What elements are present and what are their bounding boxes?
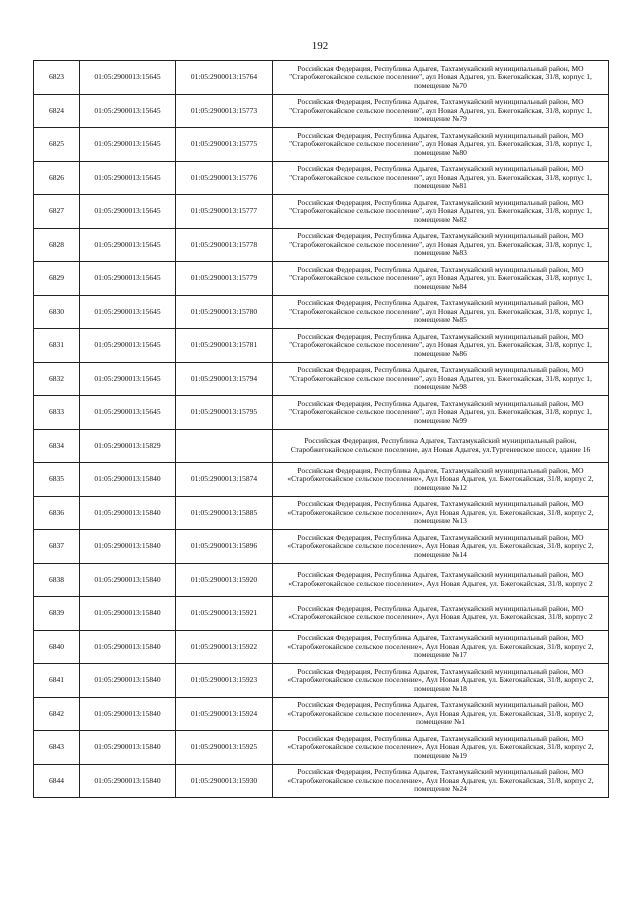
parent-cadastral-number-cell: 01:05:2900013:15645 [80, 128, 176, 162]
table-row [34, 396, 609, 430]
row-number-cell: 6843 [34, 731, 80, 765]
address-cell: Российская Федерация, Республика Адыгея, Тахтамукайский муниципальный район, МО "Старобжегокайское сельское поселение", аул Новая Адыгея, ул. Бжегокайская, 31/8, корпус 1, помещение №83 [273, 228, 609, 262]
cadastral-number-cell: 01:05:2900013:15778 [176, 228, 273, 262]
table-row [34, 731, 609, 765]
row-number-cell: 6824 [34, 94, 80, 128]
cadastral-number-cell: 01:05:2900013:15776 [176, 161, 273, 195]
row-number-cell: 6838 [34, 563, 80, 597]
address-cell: Российская Федерация, Республика Адыгея, Тахтамукайский муниципальный район, МО «Старобжегокайское сельское поселение», Аул Новая Адыгея, ул. Бжегокайская, 31/8, корпус 2, помещение №17 [273, 630, 609, 664]
cadastral-number-cell: 01:05:2900013:15924 [176, 697, 273, 731]
address-cell: Российская Федерация, Республика Адыгея, Тахтамукайский муниципальный район, МО "Старобжегокайское сельское поселение", аул Новая Адыгея, ул. Бжегокайская, 31/8, корпус 1, помещение №98 [273, 362, 609, 396]
parent-cadastral-number-cell: 01:05:2900013:15840 [80, 530, 176, 564]
cadastral-number-cell: 01:05:2900013:15885 [176, 496, 273, 530]
row-number-cell: 6837 [34, 530, 80, 564]
row-number-cell: 6832 [34, 362, 80, 396]
parent-cadastral-number-cell: 01:05:2900013:15840 [80, 697, 176, 731]
cadastral-number-cell: 01:05:2900013:15925 [176, 731, 273, 765]
table-row [34, 697, 609, 731]
parent-cadastral-number-cell: 01:05:2900013:15645 [80, 61, 176, 95]
cadastral-number-cell: 01:05:2900013:15874 [176, 463, 273, 497]
table-row [34, 362, 609, 396]
parent-cadastral-number-cell: 01:05:2900013:15645 [80, 295, 176, 329]
row-number-cell: 6841 [34, 664, 80, 698]
parent-cadastral-number-cell: 01:05:2900013:15645 [80, 329, 176, 363]
parent-cadastral-number-cell: 01:05:2900013:15829 [80, 429, 176, 463]
row-number-cell: 6840 [34, 630, 80, 664]
address-cell: Российская Федерация, Республика Адыгея, Тахтамукайский муниципальный район, МО «Старобжегокайское сельское поселение», Аул Новая Адыгея, ул. Бжегокайская, 31/8, корпус 2, помещение №12 [273, 463, 609, 497]
row-number-cell: 6828 [34, 228, 80, 262]
address-cell: Российская Федерация, Республика Адыгея, Тахтамукайский муниципальный район, МО «Старобжегокайское сельское поселение», Аул Новая Адыгея, ул. Бжегокайская, 31/8, корпус 2 [273, 563, 609, 597]
cadastral-number-cell: 01:05:2900013:15896 [176, 530, 273, 564]
table-row [34, 429, 609, 463]
row-number-cell: 6833 [34, 396, 80, 430]
row-number-cell: 6835 [34, 463, 80, 497]
table-row [34, 161, 609, 195]
address-cell: Российская Федерация, Республика Адыгея, Тахтамукайский муниципальный район, МО «Старобжегокайское сельское поселение», Аул Новая Адыгея, ул. Бжегокайская, 31/8, корпус 2 [273, 597, 609, 631]
page-number: 192 [311, 40, 329, 52]
row-number-cell: 6826 [34, 161, 80, 195]
cadastral-number-cell: 01:05:2900013:15923 [176, 664, 273, 698]
address-cell: Российская Федерация, Республика Адыгея, Тахтамукайский муниципальный район, МО «Старобжегокайское сельское поселение», Аул Новая Адыгея, ул. Бжегокайская, 31/8, корпус 2, помещение №14 [273, 530, 609, 564]
table-row [34, 94, 609, 128]
table-row [34, 228, 609, 262]
parent-cadastral-number-cell: 01:05:2900013:15645 [80, 94, 176, 128]
cadastral-number-cell: 01:05:2900013:15921 [176, 597, 273, 631]
cadastral-number-cell: 01:05:2900013:15922 [176, 630, 273, 664]
table-row [34, 530, 609, 564]
address-cell: Российская Федерация, Республика Адыгея, Тахтамукайский муниципальный район, МО "Старобжегокайское сельское поселение", аул Новая Адыгея, ул. Бжегокайская, 31/8, корпус 1, помещение №80 [273, 128, 609, 162]
cadastral-number-cell: 01:05:2900013:15779 [176, 262, 273, 296]
parent-cadastral-number-cell: 01:05:2900013:15645 [80, 396, 176, 430]
cadastral-number-cell: 01:05:2900013:15920 [176, 563, 273, 597]
row-number-cell: 6844 [34, 764, 80, 798]
cadastral-number-cell: 01:05:2900013:15773 [176, 94, 273, 128]
address-cell: Российская Федерация, Республика Адыгея, Тахтамукайский муниципальный район, МО «Старобжегокайское сельское поселение», Аул Новая Адыгея, ул. Бжегокайская, 31/8, корпус 2, помещение №24 [273, 764, 609, 798]
parent-cadastral-number-cell: 01:05:2900013:15645 [80, 362, 176, 396]
parent-cadastral-number-cell: 01:05:2900013:15840 [80, 764, 176, 798]
table-row [34, 597, 609, 631]
cadastral-number-cell: 01:05:2900013:15794 [176, 362, 273, 396]
address-cell: Российская Федерация, Республика Адыгея, Тахтамукайский муниципальный район, МО "Старобжегокайское сельское поселение", аул Новая Адыгея, ул. Бжегокайская, 31/8, корпус 1, помещение №79 [273, 94, 609, 128]
cadastral-number-cell: 01:05:2900013:15781 [176, 329, 273, 363]
address-cell: Российская Федерация, Республика Адыгея, Тахтамукайский муниципальный район, МО "Старобжегокайское сельское поселение", аул Новая Адыгея, ул. Бжегокайская, 31/8, корпус 1, помещение №81 [273, 161, 609, 195]
table-row [34, 195, 609, 229]
table-row [34, 61, 609, 95]
parent-cadastral-number-cell: 01:05:2900013:15840 [80, 630, 176, 664]
parent-cadastral-number-cell: 01:05:2900013:15840 [80, 496, 176, 530]
address-cell: Российская Федерация, Республика Адыгея, Тахтамукайский муниципальный район, МО «Старобжегокайское сельское поселение», Аул Новая Адыгея, ул. Бжегокайская, 31/8, корпус 2, помещение №18 [273, 664, 609, 698]
cadastral-number-cell: 01:05:2900013:15775 [176, 128, 273, 162]
parent-cadastral-number-cell: 01:05:2900013:15645 [80, 195, 176, 229]
row-number-cell: 6825 [34, 128, 80, 162]
table-row [34, 496, 609, 530]
table-row [34, 463, 609, 497]
table-row [34, 764, 609, 798]
address-cell: Российская Федерация, Республика Адыгея, Тахтамукайский муниципальный район, МО "Старобжегокайское сельское поселение", аул Новая Адыгея, ул. Бжегокайская, 31/8, корпус 1, помещение №82 [273, 195, 609, 229]
row-number-cell: 6827 [34, 195, 80, 229]
row-number-cell: 6836 [34, 496, 80, 530]
registry-table-body [34, 61, 609, 798]
row-number-cell: 6839 [34, 597, 80, 631]
table-row [34, 329, 609, 363]
row-number-cell: 6834 [34, 429, 80, 463]
parent-cadastral-number-cell: 01:05:2900013:15840 [80, 664, 176, 698]
parent-cadastral-number-cell: 01:05:2900013:15840 [80, 731, 176, 765]
parent-cadastral-number-cell: 01:05:2900013:15645 [80, 161, 176, 195]
address-cell: Российская Федерация, Республика Адыгея, Тахтамукайский муниципальный район, МО «Старобжегокайское сельское поселение», Аул Новая Адыгея, ул. Бжегокайская, 31/8, корпус 2, помещение №13 [273, 496, 609, 530]
table-row [34, 664, 609, 698]
parent-cadastral-number-cell: 01:05:2900013:15840 [80, 463, 176, 497]
address-cell: Российская Федерация, Республика Адыгея, Тахтамукайский муниципальный район, Старобжегокайское сельское поселение, аул Новая Адыгея, ул.Тургеневское шоссе, здание 16 [273, 429, 609, 463]
address-cell: Российская Федерация, Республика Адыгея, Тахтамукайский муниципальный район, МО "Старобжегокайское сельское поселение", аул Новая Адыгея, ул. Бжегокайская, 31/8, корпус 1, помещение №70 [273, 61, 609, 95]
cadastral-number-cell: 01:05:2900013:15930 [176, 764, 273, 798]
cadastral-number-cell: 01:05:2900013:15764 [176, 61, 273, 95]
address-cell: Российская Федерация, Республика Адыгея, Тахтамукайский муниципальный район, МО "Старобжегокайское сельское поселение", аул Новая Адыгея, ул. Бжегокайская, 31/8, корпус 1, помещение №86 [273, 329, 609, 363]
cadastral-number-cell: 01:05:2900013:15795 [176, 396, 273, 430]
parent-cadastral-number-cell: 01:05:2900013:15645 [80, 262, 176, 296]
address-cell: Российская Федерация, Республика Адыгея, Тахтамукайский муниципальный район, МО "Старобжегокайское сельское поселение", аул Новая Адыгея, ул. Бжегокайская, 31/8, корпус 1, помещение №84 [273, 262, 609, 296]
registry-table [33, 60, 609, 798]
cadastral-number-cell: 01:05:2900013:15777 [176, 195, 273, 229]
parent-cadastral-number-cell: 01:05:2900013:15840 [80, 597, 176, 631]
table-row [34, 128, 609, 162]
table-row [34, 630, 609, 664]
table-row [34, 262, 609, 296]
address-cell: Российская Федерация, Республика Адыгея, Тахтамукайский муниципальный район, МО "Старобжегокайское сельское поселение", аул Новая Адыгея, ул. Бжегокайская, 31/8, корпус 1, помещение №99 [273, 396, 609, 430]
address-cell: Российская Федерация, Республика Адыгея, Тахтамукайский муниципальный район, МО «Старобжегокайское сельское поселение», Аул Новая Адыгея, ул. Бжегокайская, 31/8, корпус 2, помещение №19 [273, 731, 609, 765]
address-cell: Российская Федерация, Республика Адыгея, Тахтамукайский муниципальный район, МО «Старобжегокайское сельское поселение», Аул Новая Адыгея, ул. Бжегокайская, 31/8, корпус 2, помещение №1 [273, 697, 609, 731]
parent-cadastral-number-cell: 01:05:2900013:15840 [80, 563, 176, 597]
table-row [34, 563, 609, 597]
parent-cadastral-number-cell: 01:05:2900013:15645 [80, 228, 176, 262]
row-number-cell: 6831 [34, 329, 80, 363]
table-row [34, 295, 609, 329]
cadastral-number-cell [176, 429, 273, 463]
cadastral-number-cell: 01:05:2900013:15780 [176, 295, 273, 329]
row-number-cell: 6823 [34, 61, 80, 95]
row-number-cell: 6842 [34, 697, 80, 731]
row-number-cell: 6829 [34, 262, 80, 296]
row-number-cell: 6830 [34, 295, 80, 329]
address-cell: Российская Федерация, Республика Адыгея, Тахтамукайский муниципальный район, МО "Старобжегокайское сельское поселение", аул Новая Адыгея, ул. Бжегокайская, 31/8, корпус 1, помещение №85 [273, 295, 609, 329]
